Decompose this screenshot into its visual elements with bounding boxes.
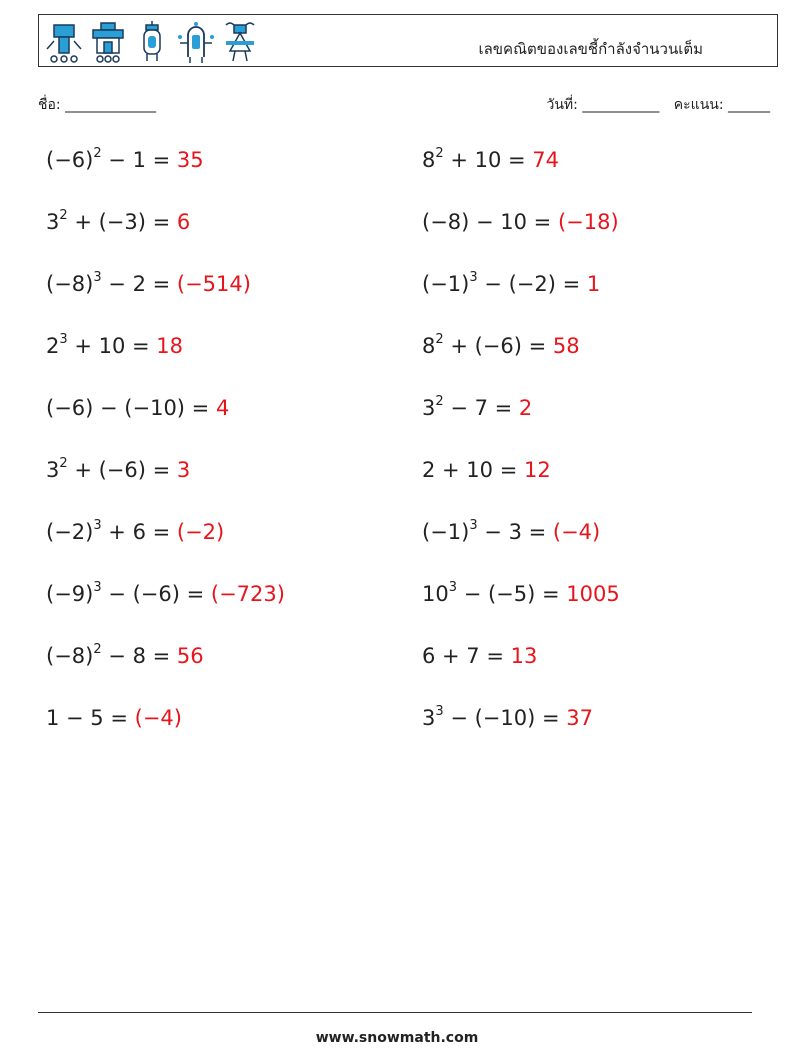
robot-icon: [176, 19, 216, 65]
problem-item: [46, 706, 182, 730]
problem-answer: 37: [566, 706, 593, 730]
problem-answer: 3: [176, 458, 191, 482]
problem-base: (−9): [46, 582, 94, 606]
worksheet-header: [38, 14, 778, 67]
problem-exponent: 3: [93, 518, 102, 533]
problem-exponent: 3: [469, 518, 478, 533]
problem-operation: − (−2) =: [477, 272, 587, 296]
problem-answer: (−514): [176, 272, 251, 296]
problem-item: [422, 644, 537, 668]
problem-exponent: 2: [435, 332, 444, 347]
problem-operation: + (−3) =: [67, 210, 177, 234]
worksheet-title: เลขคณิตของเลขชี้กำลังจำนวนเต็ม: [478, 40, 703, 58]
problem-operation: − (−5) =: [457, 582, 567, 606]
problem-base: 2: [46, 334, 60, 358]
problem-base: 3: [46, 458, 60, 482]
problem-operation: + 6 =: [101, 520, 177, 544]
problem-base: 3: [422, 396, 436, 420]
problem-base: (−1): [422, 272, 470, 296]
problem-answer: 1: [586, 272, 601, 296]
problem-item: [46, 272, 251, 296]
problem-exponent: 2: [435, 394, 444, 409]
problem-base: 6 + 7 =: [422, 644, 511, 668]
problem-item: [422, 458, 551, 482]
problem-item: [422, 582, 620, 606]
problem-operation: − 7 =: [443, 396, 519, 420]
problem-answer: (−4): [134, 706, 182, 730]
problem-item: [422, 520, 600, 544]
problem-item: [46, 644, 204, 668]
problem-item: [46, 458, 190, 482]
problem-answer: 35: [176, 148, 204, 172]
problem-base: 3: [46, 210, 60, 234]
problem-exponent: 3: [435, 704, 444, 719]
problem-answer: (−723): [210, 582, 285, 606]
problem-answer: 13: [510, 644, 538, 668]
problem-operation: − (−10) =: [443, 706, 567, 730]
problem-base: 10: [422, 582, 449, 606]
problem-exponent: 3: [59, 332, 68, 347]
problem-answer: 18: [156, 334, 184, 358]
problem-base: (−1): [422, 520, 470, 544]
problem-base: (−8): [46, 644, 94, 668]
problem-item: [46, 334, 183, 358]
problem-operation: − 3 =: [477, 520, 553, 544]
problem-answer: (−4): [552, 520, 601, 544]
problem-operation: + (−6) =: [67, 458, 177, 482]
score-field: คะแนน: ______: [673, 97, 770, 113]
problem-base: 1 − 5 =: [46, 706, 135, 730]
robot-icon: [88, 19, 128, 65]
problem-base: (−8) − 10 =: [422, 210, 558, 234]
problem-item: [422, 148, 559, 172]
problem-answer: 74: [532, 148, 560, 172]
problem-exponent: 3: [93, 270, 102, 285]
problem-item: [46, 582, 285, 606]
problem-answer: 1005: [566, 582, 620, 606]
problem-exponent: 2: [59, 456, 68, 471]
problem-item: [422, 706, 593, 730]
problem-exponent: 3: [469, 270, 478, 285]
problem-base: (−8): [46, 272, 94, 296]
date-score-fields: [547, 94, 771, 116]
robot-icon: [132, 19, 172, 65]
problem-exponent: 3: [448, 580, 458, 595]
footer-url: www.snowmath.com: [315, 1030, 479, 1046]
problem-item: [46, 396, 229, 420]
problem-answer: 56: [176, 644, 204, 668]
problem-answer: 2: [518, 396, 533, 420]
problem-item: [422, 334, 580, 358]
robot-icon: [220, 19, 260, 65]
problem-operation: − 1 =: [101, 148, 177, 172]
problem-answer: 12: [523, 458, 551, 482]
robot-icon: [44, 19, 84, 65]
problem-base: 8: [422, 334, 436, 358]
problem-operation: − (−6) =: [101, 582, 211, 606]
problem-base: (−2): [46, 520, 94, 544]
problem-base: (−6) − (−10) =: [46, 396, 216, 420]
problem-base: 8: [422, 148, 436, 172]
problem-exponent: 2: [93, 642, 102, 657]
problem-base: 3: [422, 706, 436, 730]
problem-item: [46, 148, 204, 172]
problem-item: [422, 210, 619, 234]
problem-answer: 58: [552, 334, 580, 358]
problem-base: 2 + 10 =: [422, 458, 524, 482]
footer-divider: [38, 1012, 752, 1013]
problem-answer: (−2): [176, 520, 225, 544]
problem-exponent: 2: [59, 208, 68, 223]
problem-operation: − 2 =: [101, 272, 177, 296]
problem-operation: + 10 =: [67, 334, 157, 358]
problem-item: [46, 520, 224, 544]
problem-operation: − 8 =: [101, 644, 177, 668]
robot-icons: [44, 19, 260, 65]
problem-answer: 4: [215, 396, 230, 420]
problem-exponent: 2: [93, 146, 102, 161]
problem-base: (−6): [46, 148, 94, 172]
problem-operation: + (−6) =: [443, 334, 553, 358]
problem-item: [422, 396, 532, 420]
problem-answer: 6: [176, 210, 191, 234]
problem-item: [422, 272, 600, 296]
problem-answer: (−18): [557, 210, 619, 234]
problem-operation: + 10 =: [443, 148, 533, 172]
problem-exponent: 3: [93, 580, 102, 595]
problem-item: [46, 210, 190, 234]
date-field: วันที่: ___________: [546, 97, 660, 113]
problem-exponent: 2: [435, 146, 444, 161]
name-field: ชื่อ: _____________: [38, 97, 157, 113]
